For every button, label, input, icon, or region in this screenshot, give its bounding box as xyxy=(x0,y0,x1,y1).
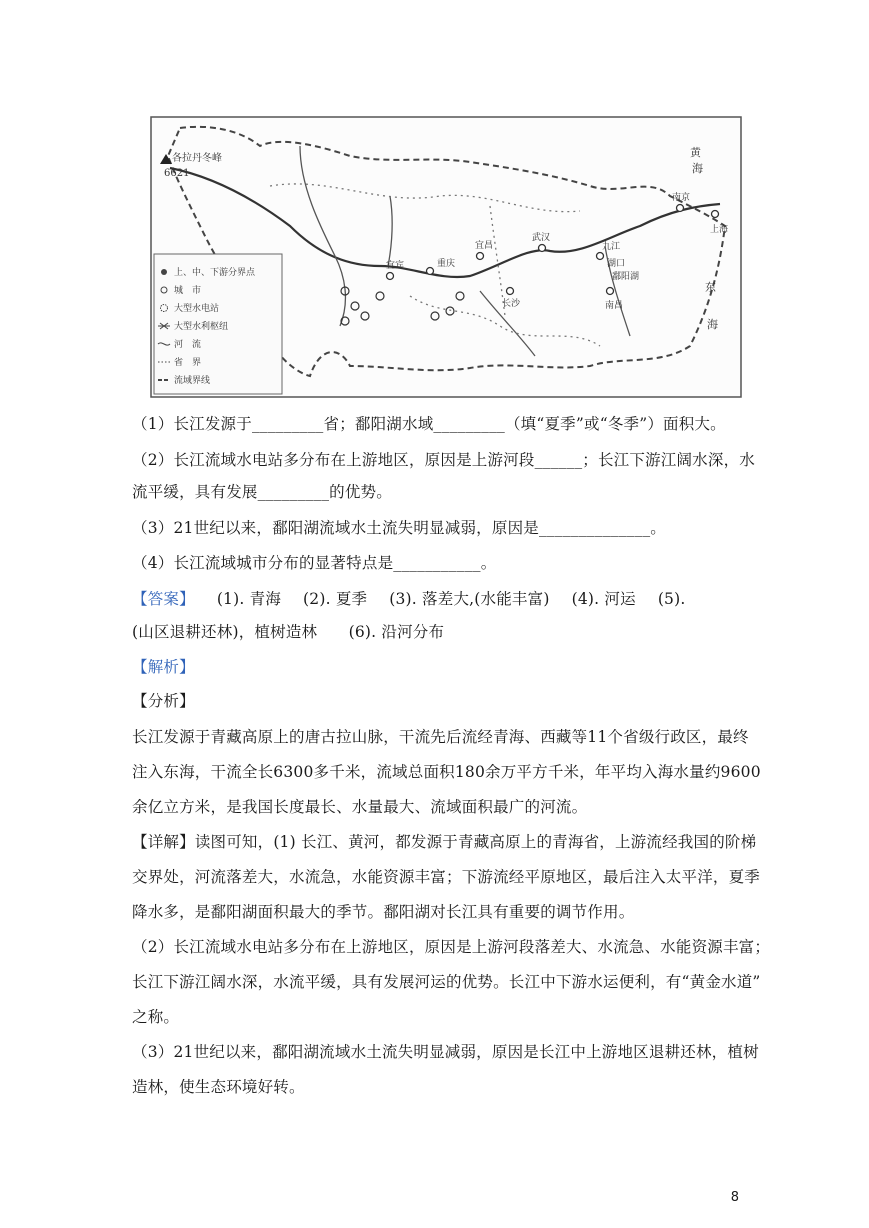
question-4: （4）长江流域城市分布的显著特点是___________。 xyxy=(132,554,497,572)
answer-item: (1). 青海 xyxy=(216,590,282,608)
answer-item: (4). 河运 xyxy=(571,590,636,608)
question-3: （3）21世纪以来，鄱阳湖流域水土流失明显减弱，原因是______________。 xyxy=(132,519,666,537)
analysis-paragraph-3-line: （2）长江流域水电站多分布在上游地区，原因是上游河段落差大、水流急、水能资源丰富； xyxy=(132,938,771,956)
analysis-paragraph-3-line: 长江下游江阔水深，水流平缓，具有发展河运的优势。长江中下游水运便利，有“黄金水道” xyxy=(132,973,761,991)
legend-label: 城 市 xyxy=(174,286,202,296)
answer-item: (3). 落差大,(水能丰富) xyxy=(389,590,550,608)
analysis-paragraph-4-line: 造林，使生态环境好转。 xyxy=(132,1078,305,1096)
map-drawing xyxy=(150,116,742,398)
legend-label: 大型水电站 xyxy=(174,304,220,314)
answer-line-1 xyxy=(132,589,752,609)
answer-line-2: (山区退耕还林)，植树造林 (6). 沿河分布 xyxy=(132,623,445,641)
legend-label: 流域界线 xyxy=(174,376,211,386)
analysis-detail-line-1 xyxy=(132,832,757,852)
sea-label: 海 xyxy=(707,318,718,331)
answer-item: (2). 夏季 xyxy=(303,590,368,608)
answer-label: 【答案】 xyxy=(132,590,195,608)
analysis-paragraph-1-line: 注入东海，干流全长6300多千米，流域总面积180余万平方千米，年平均入海水量约9600 xyxy=(132,763,761,781)
city-label: 南昌 xyxy=(605,301,624,311)
analysis-paragraph-1-line: 余亿立方米，是我国长度最长、水量最大、流域面积最广的河流。 xyxy=(132,798,588,816)
legend-label: 上、中、下游分界点 xyxy=(174,268,256,278)
sea-label: 东 xyxy=(705,281,716,294)
detail-text: 读图可知，(1) 长江、黄河，都发源于青藏高原上的青海省，上游流经我国的阶梯 xyxy=(194,833,757,851)
analysis-paragraph-3-line: 之称。 xyxy=(132,1008,180,1026)
city-label: 南京 xyxy=(672,193,691,203)
analysis-label: 【解析】 xyxy=(132,658,195,676)
legend-label: 大型水利枢纽 xyxy=(174,322,229,332)
city-label: 长沙 xyxy=(502,299,521,309)
analysis-fenxi-label: 【分析】 xyxy=(132,692,195,710)
city-label: 宜昌 xyxy=(475,241,494,251)
question-1: （1）长江发源于_________省；鄱阳湖水域_________（填“夏季”或“冬季”）面积大。 xyxy=(132,415,726,433)
peak-name: 各拉丹冬峰 xyxy=(172,153,222,164)
page-number: 8 xyxy=(730,1190,739,1205)
city-label: 鄱阳湖 xyxy=(612,272,640,282)
city-label: 重庆 xyxy=(437,259,456,269)
peak-elevation: 6621 xyxy=(164,168,190,179)
legend-icon xyxy=(161,269,167,275)
city-label: 宜宾 xyxy=(386,261,405,271)
city-label: 湖口 xyxy=(607,259,626,269)
sea-label: 黄 xyxy=(690,146,701,159)
question-2-line-1: （2）长江流域水电站多分布在上游地区，原因是上游河段______；长江下游江阔水深，水 xyxy=(132,451,755,469)
city-label: 武汉 xyxy=(532,233,551,243)
legend-label: 河 流 xyxy=(174,340,202,350)
analysis-paragraph-4-line: （3）21世纪以来，鄱阳湖流域水土流失明显减弱，原因是长江中上游地区退耕还林，植树 xyxy=(132,1043,759,1061)
city-label: 九江 xyxy=(602,242,621,252)
question-2-line-2: 流平缓，具有发展_________的优势。 xyxy=(132,483,392,501)
analysis-paragraph-2-line: 降水多，是鄱阳湖面积最大的季节。鄱阳湖对长江具有重要的调节作用。 xyxy=(132,903,635,921)
map-legend xyxy=(154,254,282,394)
detail-label: 【详解】 xyxy=(132,833,195,851)
legend-label: 省 界 xyxy=(174,358,202,368)
sea-label: 海 xyxy=(692,162,703,175)
answer-item: (5). xyxy=(657,590,686,608)
yangtze-basin-map xyxy=(150,116,742,398)
analysis-paragraph-1-line: 长江发源于青藏高原上的唐古拉山脉，干流先后流经青海、西藏等11个省级行政区，最终 xyxy=(132,728,749,746)
analysis-paragraph-2-line: 交界处，河流落差大，水流急，水能资源丰富；下游流经平原地区，最后注入太平洋，夏季 xyxy=(132,868,761,886)
city-label: 上海 xyxy=(710,225,729,235)
